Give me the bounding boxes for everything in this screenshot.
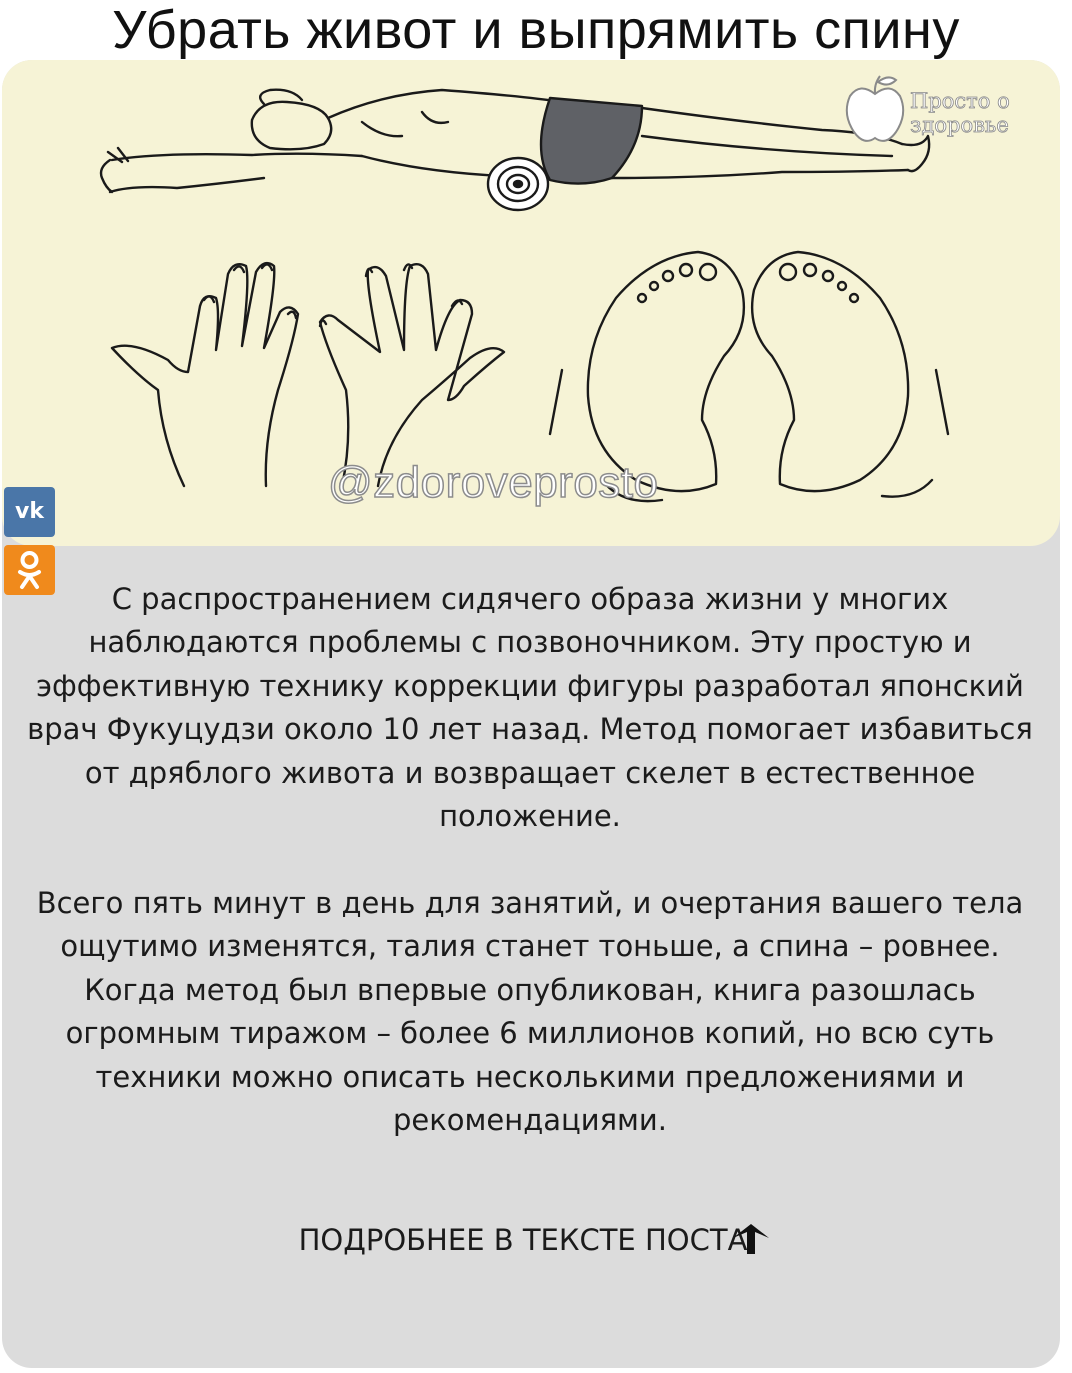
read-more-link[interactable]: [0, 1218, 1072, 1262]
vk-share-button[interactable]: [4, 487, 55, 537]
read-more-label: ПОДРОБНЕЕ В ТЕКСТЕ ПОСТА: [298, 1223, 748, 1257]
details-paragraph: Всего пять минут в день для занятий, и очертания вашего тела ощутимо изменятся, талия станет тоньше, а спина – ровнее. Когда метод был впервые опубликован, книга разошлась огромным тиражом – более 6 миллионов копий, но всю суть техники можно описать несколькими предложениями и рекомендациями.: [36, 886, 1024, 1138]
logo-line-2: здоровье: [910, 113, 1009, 137]
logo-line-1: Просто о: [910, 89, 1010, 113]
exercise-illustration: [2, 60, 1060, 546]
watermark: @zdoroveprosto: [328, 458, 659, 507]
site-logo: [842, 72, 1042, 146]
page-title: Убрать живот и выпрямить спину: [112, 0, 960, 60]
arrow-up-icon: [729, 1220, 773, 1256]
intro-paragraph: С распространением сидячего образа жизни у многих наблюдаются проблемы с позвоночником. Эту простую и эффективную технику коррекции фигуры разработал японский врач Фукуцудзи около 10 лет назад. Метод помогает избавиться от дряблого живота и возвращает скелет в естественное положение.: [27, 582, 1033, 834]
apple-logo-icon: [842, 72, 908, 146]
vk-icon: vk: [15, 499, 44, 524]
